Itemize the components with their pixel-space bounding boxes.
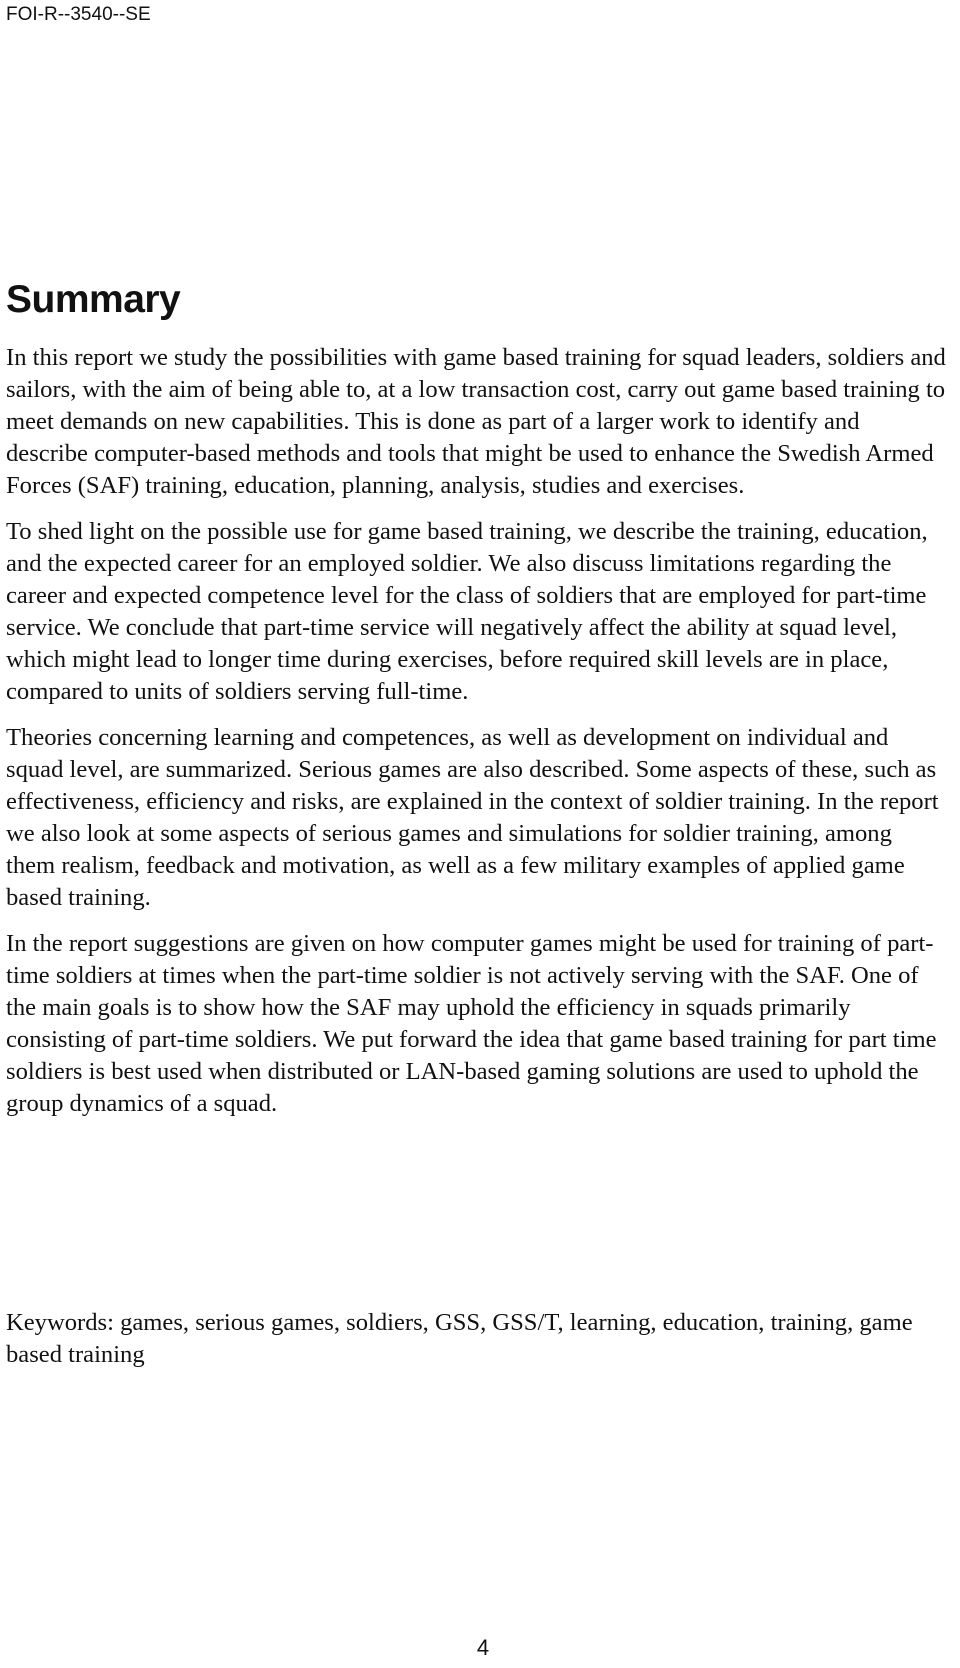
summary-body	[6, 342, 946, 1134]
paragraph: To shed light on the possible use for game based training, we describe the training, education, and the expected career for an employed soldier. We also discuss limitations regarding the career and expected competence level for the class of soldiers that are employed for part-time service. We conclude that part-time service will negatively affect the ability at squad level, which might lead to longer time during exercises, before required skill levels are in place, compared to units of soldiers serving full-time.	[6, 518, 928, 705]
paragraph: In the report suggestions are given on how computer games might be used for training of part-time soldiers at times when the part-time soldier is not actively serving with the SAF. One of the main goals is to show how the SAF may uphold the efficiency in squads primarily consisting of part-time soldiers. We put forward the idea that game based training for part time soldiers is best used when distributed or LAN-based gaming solutions are used to uphold the group dynamics of a squad.	[6, 930, 937, 1117]
paragraph: In this report we study the possibilities with game based training for squad leaders, soldiers and sailors, with the aim of being able to, at a low transaction cost, carry out game based training to meet demands on new capabilities. This is done as part of a larger work to identify and describe computer-based methods and tools that might be used to enhance the Swedish Armed Forces (SAF) training, education, planning, analysis, studies and exercises.	[6, 344, 946, 499]
section-title: Summary	[6, 278, 181, 321]
page-number: 4	[476, 1635, 490, 1660]
report-id: FOI-R--3540--SE	[6, 4, 151, 25]
paragraph: Theories concerning learning and competences, as well as development on individual and squad level, are summarized. Serious games are also described. Some aspects of these, such as effectiveness, efficiency and risks, are explained in the context of soldier training. In the report we also look at some aspects of serious games and simulations for soldier training, among them realism, feedback and motivation, as well as a few military examples of applied game based training.	[6, 724, 939, 911]
keywords: Keywords: games, serious games, soldiers, GSS, GSS/T, learning, education, training, game based training	[6, 1309, 913, 1368]
